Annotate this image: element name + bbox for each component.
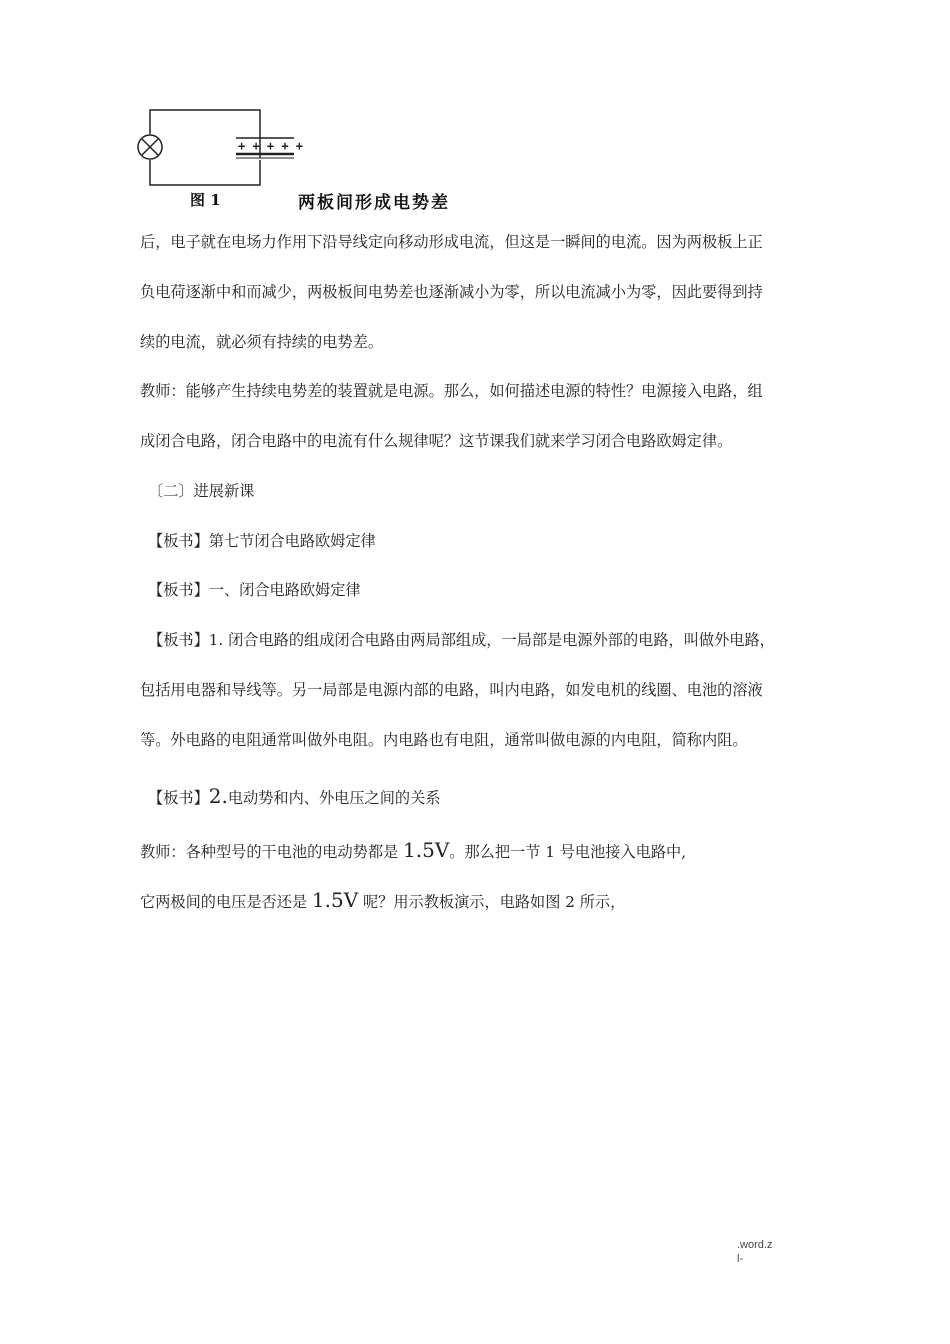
teacher-line-2 [140, 890, 800, 912]
paragraph-line: 包括用电器和导线等。另一局部是电源内部的电路，叫内电路，如发电机的线圈、电池的溶液 [140, 681, 763, 699]
board-text: 电动势和内、外电压之间的关系 [227, 789, 441, 807]
paragraph-line: 成闭合电路，闭合电路中的电流有什么规律呢？这节课我们就来学习闭合电路欧姆定律。 [140, 432, 733, 450]
board-number: 2. [208, 784, 228, 808]
voltage-value: 1.5V [311, 888, 359, 912]
board-note: 【板书】第七节闭合电路欧姆定律 [148, 532, 376, 550]
teacher-line-1 [140, 840, 800, 862]
section-heading: 〔二〕进展新课 [148, 482, 255, 500]
footer-line: l- [737, 1253, 744, 1265]
teacher-text: 。那么把一节 1 号电池接入电路中, [449, 843, 687, 861]
plus-signs: + + + + + [238, 139, 304, 153]
board-prefix: 【板书】 [148, 789, 209, 807]
paragraph-line: 负电荷逐渐中和而减少，两极板间电势差也逐渐减小为零，所以电流减小为零，因此要得到持 [140, 283, 763, 301]
lamp-icon [138, 135, 162, 159]
teacher-text: 教师：各种型号的干电池的电动势都是 [140, 843, 404, 861]
circuit-diagram [130, 108, 470, 188]
board-note: 【板书】一、闭合电路欧姆定律 [148, 581, 361, 599]
page-footer [737, 1238, 772, 1266]
paragraph-line: 续的电流，就必须有持续的电势差。 [140, 333, 383, 351]
paragraph-line: 教师：能够产生持续电势差的装置就是电源。那么，如何描述电源的特性？电源接入电路，组 [140, 382, 763, 400]
figure-1 [130, 108, 470, 218]
teacher-text: 它两极间的电压是否还是 [140, 893, 312, 911]
board-note: 【板书】1. 闭合电路的组成闭合电路由两局部组成，一局部是电源外部的电路，叫做外电路， [148, 631, 775, 649]
teacher-text: 呢？用示教板演示，电路如图 2 所示， [358, 893, 626, 911]
figure-label: 图 1 [190, 191, 221, 209]
footer-line: .word.z [737, 1239, 773, 1251]
circuit-wire [150, 160, 260, 185]
board-note-2 [148, 786, 808, 808]
figure-caption: 两板间形成电势差 [298, 193, 450, 213]
voltage-value: 1.5V [403, 838, 450, 862]
paragraph-line: 等。外电路的电阻通常叫做外电阻。内电路也有电阻，通常叫做电源的内电阻，简称内阻。 [140, 731, 748, 749]
paragraph-line: 后，电子就在电场力作用下沿导线定向移动形成电流，但这是一瞬间的电流。因为两极板上正 [140, 233, 763, 251]
